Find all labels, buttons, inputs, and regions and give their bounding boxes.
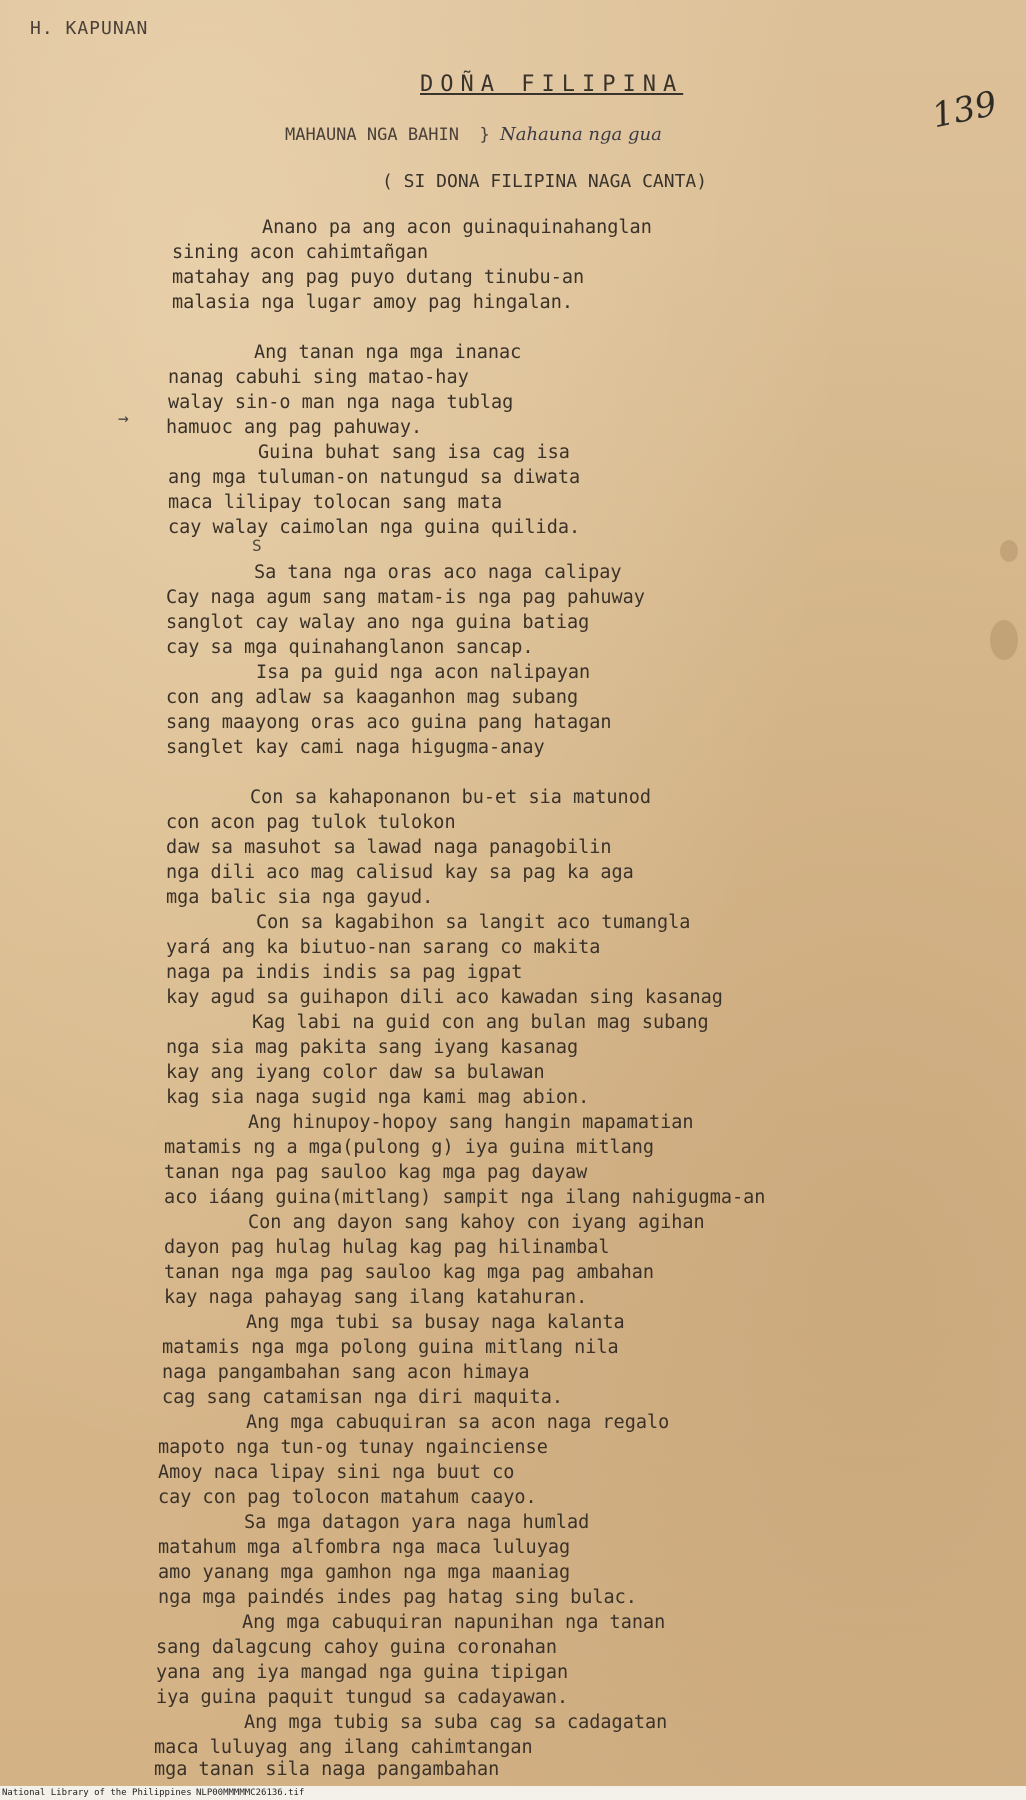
poem-line: hamuoc ang pag pahuway. — [166, 417, 423, 438]
poem-line: malasia nga lugar amoy pag hingalan. — [172, 292, 573, 313]
poem-line: mga balic sia nga gayud. — [166, 887, 434, 908]
document-title: DOÑA FILIPINA — [420, 72, 684, 97]
poem-line: Ang mga cabuquiran napunihan nga tanan — [242, 1612, 666, 1633]
poem-line: cay walay caimolan nga guina quilida. — [168, 517, 581, 538]
poem-line: tanan nga pag sauloo kag mga pag dayaw — [164, 1162, 588, 1183]
paper-stain — [1000, 540, 1018, 562]
subtitle-typed: MAHAUNA NGA BAHIN — [285, 125, 459, 145]
margin-arrow-mark: → — [118, 408, 129, 429]
poem-line: Guina buhat sang isa cag isa — [258, 442, 570, 463]
poem-line: daw sa masuhot sa lawad naga panagobilin — [166, 837, 612, 858]
poem-line: sang maayong oras aco guina pang hatagan — [166, 712, 612, 733]
poem-line: matamis nga mga polong guina mitlang nila — [162, 1337, 619, 1358]
section-subtitle — [285, 124, 662, 145]
poem-line: mapoto nga tun-og tunay ngainciense — [158, 1437, 548, 1458]
poem-line: walay sin-o man nga naga tublag — [168, 392, 514, 413]
poem-line: mga tanan sila naga pangambahan — [154, 1759, 500, 1780]
poem-line: Con ang dayon sang kahoy con iyang agihan — [248, 1212, 705, 1233]
poem-line: sang dalagcung cahoy guina coronahan — [156, 1637, 557, 1658]
poem-line: naga pangambahan sang acon himaya — [162, 1362, 530, 1383]
poem-line: Amoy naca lipay sini nga buut co — [158, 1462, 515, 1483]
poem-line: yará ang ka biutuo-nan sarang co makita — [166, 937, 601, 958]
poem-line: aco iáang guina(mitlang) sampit nga ilang nahigugma-an — [164, 1187, 766, 1208]
poem-line: kay ang iyang color daw sa bulawan — [166, 1062, 545, 1083]
poem-line: Ang tanan nga mga inanac — [254, 342, 522, 363]
archive-footer — [0, 1786, 1026, 1800]
poem-line: sanglet kay cami naga higugma-anay — [166, 737, 545, 758]
poem-line: Ang mga tubi sa busay naga kalanta — [246, 1312, 625, 1333]
poem-line: Con sa kahaponanon bu-et sia matunod — [250, 787, 651, 808]
poem-line: Sa mga datagon yara naga humlad — [244, 1512, 590, 1533]
brace-mark: } — [479, 125, 490, 145]
poem-line: tanan nga mga pag sauloo kag mga pag ambahan — [164, 1262, 655, 1283]
poem-line: kag sia naga sugid nga kami mag abion. — [166, 1087, 590, 1108]
poem-line: matahay ang pag puyo dutang tinubu-an — [172, 267, 585, 288]
poem-line: Con sa kagabihon sa langit aco tumangla — [256, 912, 691, 933]
poem-line: Ang hinupoy-hopoy sang hangin mapamatian — [248, 1112, 694, 1133]
poem-line: con ang adlaw sa kaaganhon mag subang — [166, 687, 579, 708]
poem-line: cay sa mga quinahanglanon sancap. — [166, 637, 534, 658]
poem-line: kay agud sa guihapon dili aco kawadan sing kasanag — [166, 987, 723, 1008]
poem-line: nga dili aco mag calisud kay sa pag ka aga — [166, 862, 634, 883]
subtitle-handwritten: Nahauna nga gua — [499, 124, 662, 145]
poem-line: cag sang catamisan nga diri maquita. — [162, 1387, 563, 1408]
poem-line: Anano pa ang acon guinaquinahanglan — [262, 217, 652, 238]
poem-line: Isa pa guid nga acon nalipayan — [256, 662, 591, 683]
poem-line: Cay naga agum sang matam-is nga pag pahuway — [166, 587, 645, 608]
poem-line: sining acon cahimtañgan — [172, 242, 429, 263]
footer-library: National Library of the Philippines — [2, 1788, 192, 1798]
poem-line: kay naga pahayag sang ilang katahuran. — [164, 1287, 588, 1308]
paper-stain — [990, 620, 1018, 660]
stage-direction: ( SI DONA FILIPINA NAGA CANTA) — [382, 171, 708, 192]
handwritten-s-correction: S — [252, 536, 262, 555]
poem-line: cay con pag tolocon matahum caayo. — [158, 1487, 537, 1508]
poem-line: nga mga paindés indes pag hatag sing bulac. — [158, 1587, 637, 1608]
poem-line: dayon pag hulag hulag kag pag hilinambal — [164, 1237, 610, 1258]
author-header: H. KAPUNAN — [30, 18, 149, 39]
poem-line: nanag cabuhi sing matao-hay — [168, 367, 469, 388]
poem-line: maca luluyag ang ilang cahimtangan — [154, 1737, 533, 1758]
poem-line: naga pa indis indis sa pag igpat — [166, 962, 523, 983]
poem-line: Kag labi na guid con ang bulan mag subang — [252, 1012, 709, 1033]
poem-line: matamis ng a mga(pulong g) iya guina mitlang — [164, 1137, 655, 1158]
poem-line: amo yanang mga gamhon nga mga maaniag — [158, 1562, 571, 1583]
poem-line: Sa tana nga oras aco naga calipay — [254, 562, 622, 583]
poem-line: iya guina paquit tungud sa cadayawan. — [156, 1687, 569, 1708]
poem-line: Ang mga cabuquiran sa acon naga regalo — [246, 1412, 670, 1433]
poem-line: nga sia mag pakita sang iyang kasanag — [166, 1037, 579, 1058]
poem-line: yana ang iya mangad nga guina tipigan — [156, 1662, 569, 1683]
footer-filename: NLP00MMMMMC26136.tif — [196, 1788, 305, 1798]
poem-line: maca lilipay tolocan sang mata — [168, 492, 503, 513]
poem-line: ang mga tuluman-on natungud sa diwata — [168, 467, 581, 488]
poem-line: Ang mga tubig sa suba cag sa cadagatan — [244, 1712, 668, 1733]
poem-line: con acon pag tulok tulokon — [166, 812, 456, 833]
poem-line: sanglot cay walay ano nga guina batiag — [166, 612, 590, 633]
poem-line: matahum mga alfombra nga maca luluyag — [158, 1537, 571, 1558]
handwritten-page-number: 139 — [928, 83, 1001, 137]
